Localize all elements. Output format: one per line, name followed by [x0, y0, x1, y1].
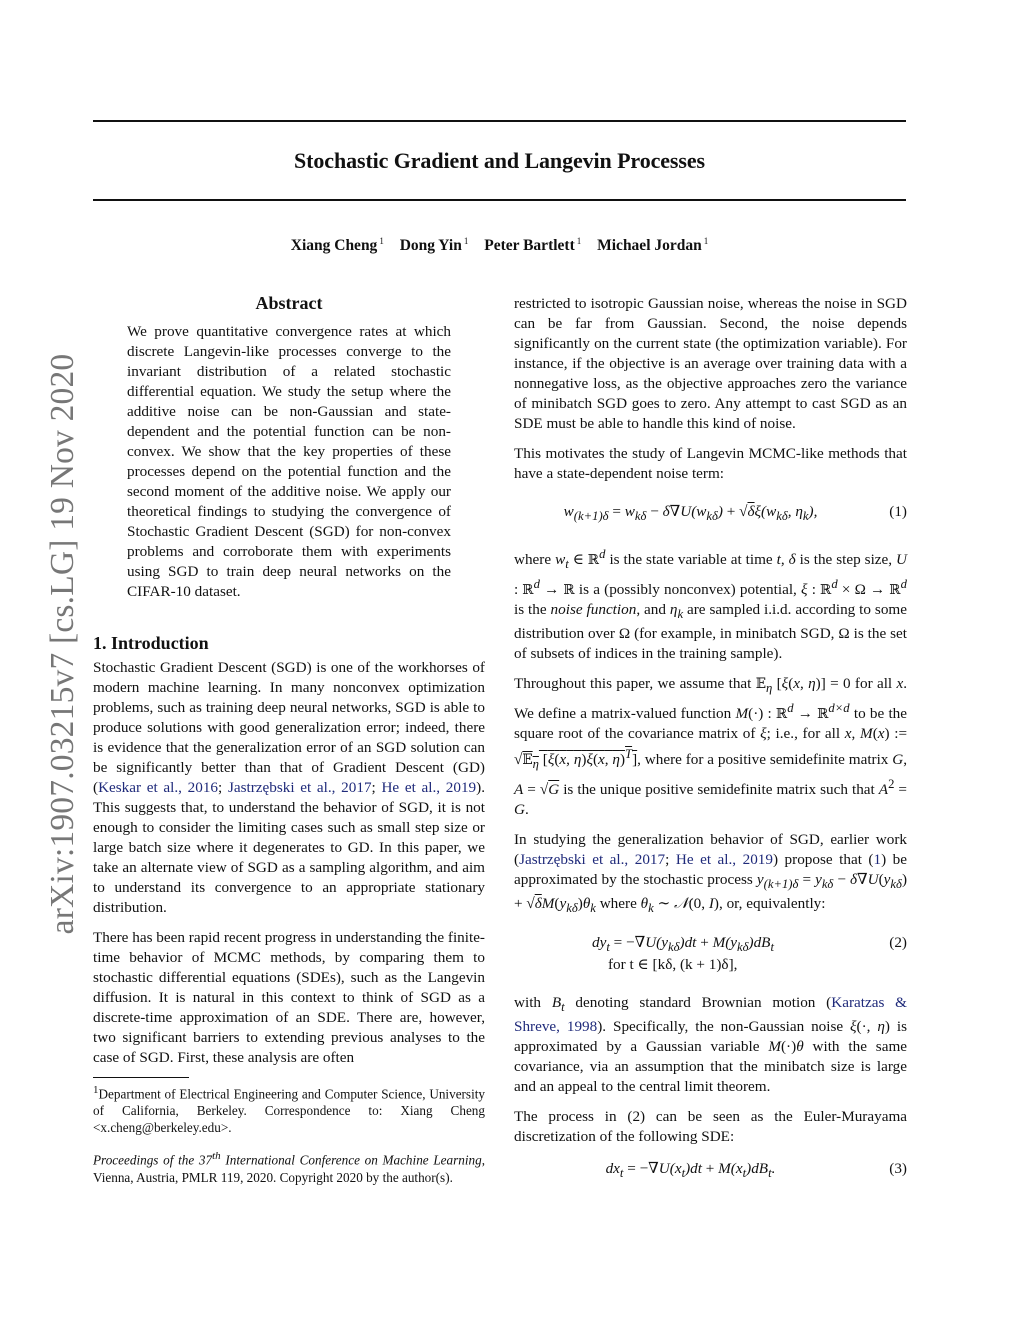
citation-link[interactable]: Keskar et al., 2016: [98, 779, 219, 796]
author-name: Xiang Cheng $^1$: [290, 236, 384, 255]
equation-2-condition: for t ∈ [kδ, (k + 1)δ],: [608, 955, 738, 973]
equation-number: (3): [889, 1159, 907, 1177]
section-heading-introduction: 1. Introduction: [93, 633, 209, 653]
intro-paragraph-1: Stochastic Gradient Descent (SGD) is one of the workhorses of modern machine learning. In many nonconvex optimization problems, such as training deep neural networks, SGD is able to produce solutions with good generalization error; indeed, there is evidence that the generalization error of an SGD solution can be significantly better than that of Gradient Descent (GD) (Keskar et al., 2016; Jastrzębski et al., 2017; He et al., 2019). This suggests that, to understand the behavior of SGD, it is not enough to consider the limiting cases such as small step size or large batch size where it degenerates to GD. In this paper, we take an alternate view of SGD as a sampling algorithm, and aim to understand its convergence to an appropriate stationary distribution.: [93, 659, 485, 916]
intro-paragraph-4: where $w_t$ ∈ ℝ$^d$ is the state variable at time t, δ is the step size, U : ℝ$^d$ → ℝ is a (possibly nonconvex) potential, ξ : ℝ$^d$ × Ω → ℝ$^d$ is the noise function, and $\eta_k$ are sampled i.i.d. according to some distribution over Ω (for example, in minibatch SGD, Ω is the set of subsets of indices in the training sample).: [514, 547, 908, 663]
citation-link[interactable]: Karatzas & Shreve, 1998: [514, 993, 907, 1035]
author-name: Dong Yin $^1$: [399, 236, 469, 255]
title-bottom-rule: [93, 199, 906, 201]
equation-reference-link[interactable]: 1: [873, 851, 882, 869]
footnotes: [93, 1077, 485, 1186]
equation-2: [514, 933, 907, 983]
right-column: [514, 294, 907, 1197]
equation-3: [514, 1159, 907, 1197]
affiliation-footnote: $^1$Department of Electrical Engineering and Computer Science, University of California, Berkeley. Correspondence to: Xiang Cheng <x.cheng@berkeley.edu>.: [93, 1084, 485, 1136]
arxiv-stamp: arXiv:1907.03215v7 [cs.LG] 19 Nov 2020: [44, 353, 81, 935]
equation-3-body: $dx_t = -\nabla U(x_t)dt + M(x_t)dB_t$.: [605, 1159, 776, 1180]
intro-paragraph-8: The process in (2) can be seen as the Euler-Murayama discretization of the following SDE:: [514, 1107, 907, 1145]
equation-1: [514, 502, 907, 540]
left-column: [93, 292, 485, 1068]
citation-link[interactable]: He et al., 2019: [381, 779, 477, 796]
equation-number: (2): [889, 933, 907, 951]
intro-paragraph-7: with $B_t$ denoting standard Brownian motion (Karatzas & Shreve, 1998). Specifically, the non-Gaussian noise ξ(·, η) is approximated by a Gaussian variable M(·)θ with the same covariance, via an assumption that the minibatch size is large and an appeal to the central limit theorem.: [514, 993, 908, 1095]
intro-paragraph-2: There has been rapid recent progress in understanding the finite-time behavior of MCMC methods, by comparing them to stochastic differential equations (SDEs), such as the Langevin diffusion. It is natural in this context to think of SGD as a discrete-time approximation of an SDE. There are, however, two significant barriers to extending previous analyses to the case of SGD. First, these analysis are often: [93, 929, 485, 1066]
citation-link[interactable]: Jastrzębski et al., 2017: [227, 779, 372, 796]
proceedings-note: Proceedings of the 37th International Conference on Machine Learning, Vienna, Austria, PMLR 119, 2020. Copyright 2020 by the author(s).: [93, 1150, 485, 1185]
intro-paragraph-6: In studying the generalization behavior of SGD, earlier work (Jastrzębski et al., 2017; He et al., 2019) propose that (1) be approximated by the stochastic process $y_{(k+1)\delta} = y_{k\delta} - \delta\nabla U(y_{k\delta}) + √\delta M(y_{k\delta})\theta_k$ where $\theta_k$ ∼ 𝒩(0, I), or, equivalently:: [514, 831, 907, 916]
equation-number: (1): [889, 503, 907, 520]
intro-paragraph-2-continued: restricted to isotropic Gaussian noise, whereas the noise in SGD can be far from Gaussian. Second, the noise depends significantly on the current state (the optimization variable). For instance, if the objective is an average over training data with a nonnegative loss, as the objective approaches zero the variance of minibatch SGD goes to zero. Any attempt to cast SGD as an SDE must be able to handle this kind of noise.: [514, 295, 907, 432]
top-rule: [93, 120, 906, 122]
paper-title: Stochastic Gradient and Langevin Processes: [294, 148, 705, 173]
abstract-heading: Abstract: [255, 293, 323, 313]
citation-link[interactable]: Jastrzębski et al., 2017: [519, 851, 666, 869]
footnote-rule: [93, 1077, 189, 1078]
citation-link[interactable]: He et al., 2019: [675, 851, 773, 869]
intro-paragraph-3: This motivates the study of Langevin MCMC-like methods that have a state-dependent noise term:: [514, 445, 907, 482]
author-name: Michael Jordan $^1$: [597, 236, 709, 255]
author-list: [93, 236, 906, 255]
equation-2-body: $dy_t = -\nabla U(y_{k\delta})dt + M(y_{k\delta})dB_t$: [592, 933, 774, 954]
intro-paragraph-5: Throughout this paper, we assume that 𝔼$_\eta$ [ξ(x, η)] = 0 for all x. We define a matrix-valued function M(·) : ℝ$^d$ → ℝ$^{d\times d}$ to be the square root of the covariance matrix of ξ; i.e., for all x, M(x) := √𝔼$_\eta$ [ξ(x, η)ξ(x, η)$^T$], where for a positive semidefinite matrix G, A = √G is the unique positive semidefinite matrix such that $A^2 = G$.: [514, 675, 908, 819]
abstract-text: We prove quantitative convergence rates at which discrete Langevin-like processes converge to the invariant distribution of a related stochastic differential equation. We study the setup where the additive noise can be non-Gaussian and state-dependent and the potential function can be non-convex. We show that the key properties of these processes depend on the potential function and the second moment of the additive noise. We apply our theoretical findings to studying the convergence of Stochastic Gradient Descent (SGD) for non-convex problems and corroborate them with experiments using SGD to train deep neural networks on the CIFAR-10 dataset.: [127, 323, 451, 600]
equation-1-body: $w_{(k+1)\delta} = w_{k\delta} - \delta\nabla U(w_{k\delta}) + √\delta\xi(w_{k\delta}$, $\eta_k$),: [563, 503, 818, 524]
author-name: Peter Bartlett $^1$: [484, 236, 582, 255]
